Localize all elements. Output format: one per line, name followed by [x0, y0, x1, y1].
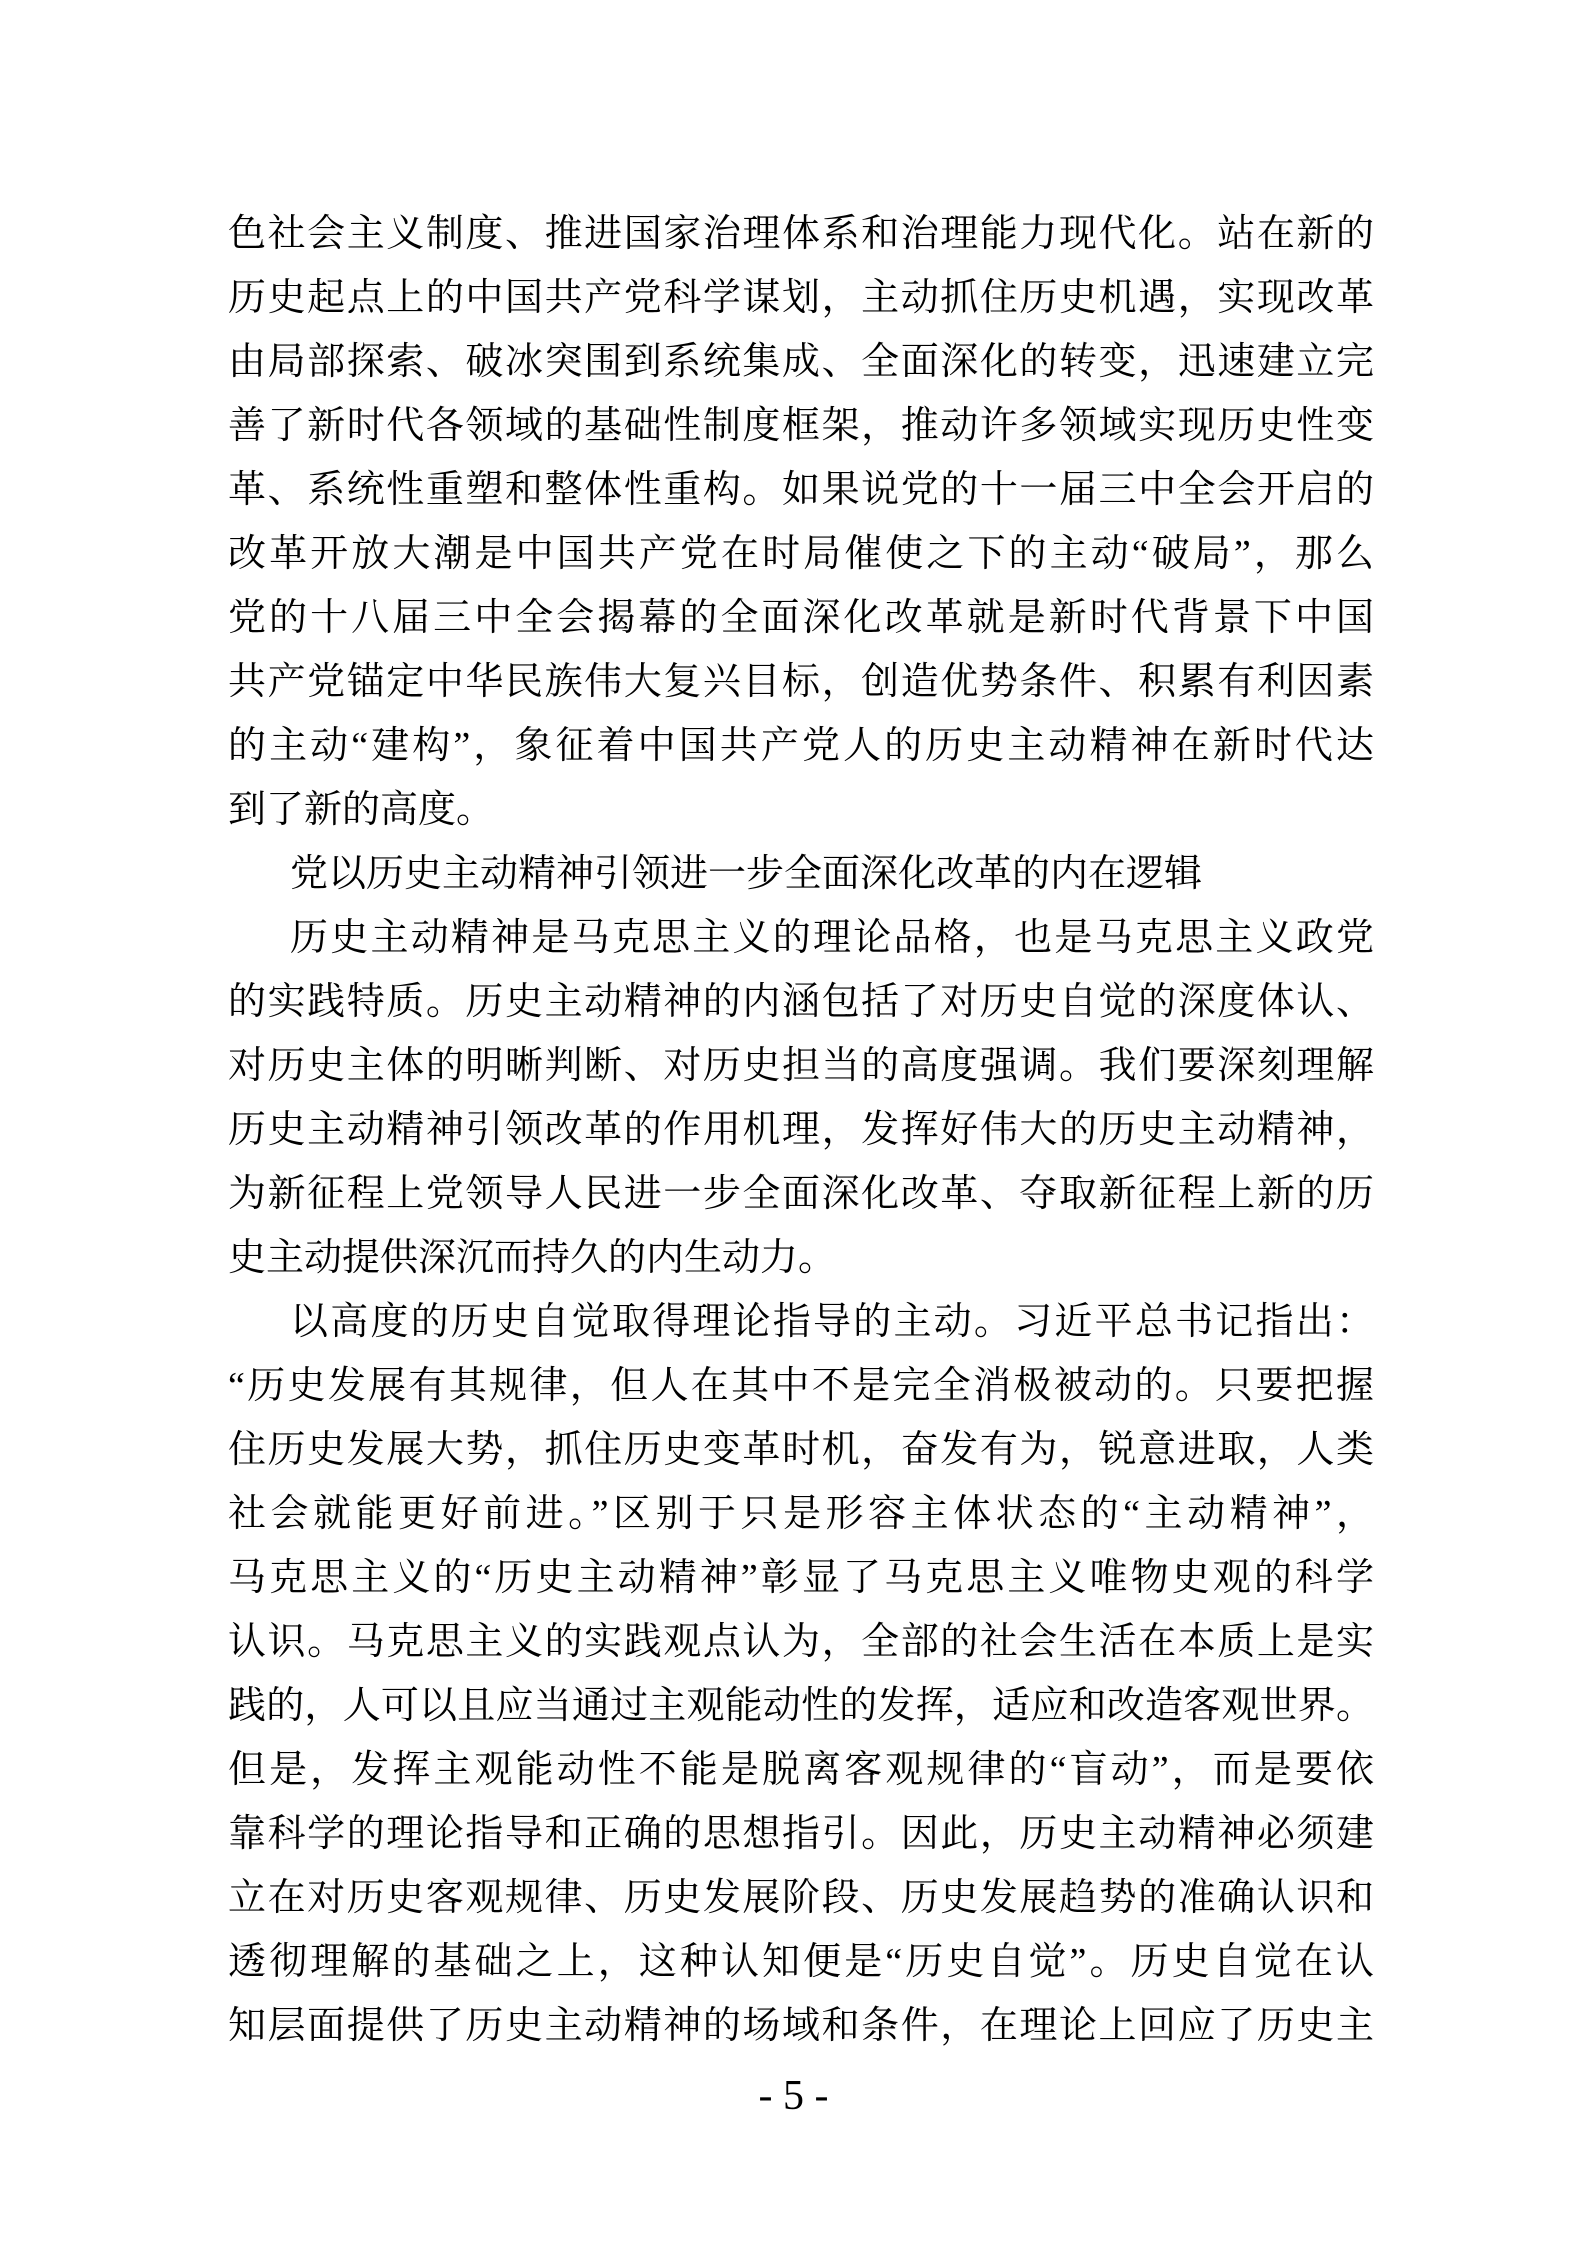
text-line: 践的，人可以且应当通过主观能动性的发挥，适应和改造客观世界。 — [228, 1685, 1374, 1727]
text-line: 对历史主体的明晰判断、对历史担当的高度强调。我们要深刻理解 — [228, 1045, 1374, 1087]
text-line: 共产党锚定中华民族伟大复兴目标，创造优势条件、积累有利因素 — [228, 661, 1374, 703]
text-line: 史主动提供深沉而持久的内生动力。 — [228, 1237, 837, 1279]
text-line: 透彻理解的基础之上，这种认知便是“历史自觉”。历史自觉在认 — [228, 1941, 1374, 1983]
text-line: 善了新时代各领域的基础性制度框架，推动许多领域实现历史性变 — [228, 405, 1374, 447]
text-line: 由局部探索、破冰突围到系统集成、全面深化的转变，迅速建立完 — [228, 341, 1374, 383]
text-line: 为新征程上党领导人民进一步全面深化改革、夺取新征程上新的历 — [228, 1173, 1374, 1215]
text-line: “历史发展有其规律，但人在其中不是完全消极被动的。只要把握 — [228, 1365, 1374, 1407]
text-line: 住历史发展大势，抓住历史变革时机，奋发有为，锐意进取，人类 — [228, 1429, 1374, 1471]
text-line: 靠科学的理论指导和正确的思想指引。因此，历史主动精神必须建 — [228, 1813, 1374, 1855]
text-line: 立在对历史客观规律、历史发展阶段、历史发展趋势的准确认识和 — [228, 1877, 1374, 1919]
text-line: 马克思主义的“历史主动精神”彰显了马克思主义唯物史观的科学 — [228, 1557, 1374, 1599]
text-line: 以高度的历史自觉取得理论指导的主动。习近平总书记指出： — [290, 1301, 1374, 1343]
text-line: 但是，发挥主观能动性不能是脱离客观规律的“盲动”，而是要依 — [228, 1749, 1374, 1791]
page-number: - 5 - — [758, 2073, 829, 2119]
text-line: 色社会主义制度、推进国家治理体系和治理能力现代化。站在新的 — [228, 213, 1374, 255]
text-line: 历史起点上的中国共产党科学谋划，主动抓住历史机遇，实现改革 — [228, 277, 1374, 319]
text-line: 认识。马克思主义的实践观点认为，全部的社会生活在本质上是实 — [228, 1621, 1374, 1663]
text-line: 到了新的高度。 — [228, 789, 495, 831]
body-text — [228, 202, 1374, 2058]
text-line: 的主动“建构”，象征着中国共产党人的历史主动精神在新时代达 — [228, 725, 1374, 767]
text-line: 的实践特质。历史主动精神的内涵包括了对历史自觉的深度体认、 — [228, 981, 1374, 1023]
text-line: 历史主动精神引领改革的作用机理，发挥好伟大的历史主动精神， — [228, 1109, 1374, 1151]
text-line: 历史主动精神是马克思主义的理论品格，也是马克思主义政党 — [290, 917, 1374, 959]
text-line: 改革开放大潮是中国共产党在时局催使之下的主动“破局”，那么 — [228, 533, 1374, 575]
text-line: 革、系统性重塑和整体性重构。如果说党的十一届三中全会开启的 — [228, 469, 1374, 511]
text-line: 党的十八届三中全会揭幕的全面深化改革就是新时代背景下中国 — [228, 597, 1374, 639]
text-line: 知层面提供了历史主动精神的场域和条件，在理论上回应了历史主 — [228, 2005, 1374, 2047]
page-footer — [0, 2074, 1587, 2118]
text-line: 社会就能更好前进。”区别于只是形容主体状态的“主动精神”， — [228, 1493, 1374, 1535]
text-line: 党以历史主动精神引领进一步全面深化改革的内在逻辑 — [290, 853, 1203, 895]
